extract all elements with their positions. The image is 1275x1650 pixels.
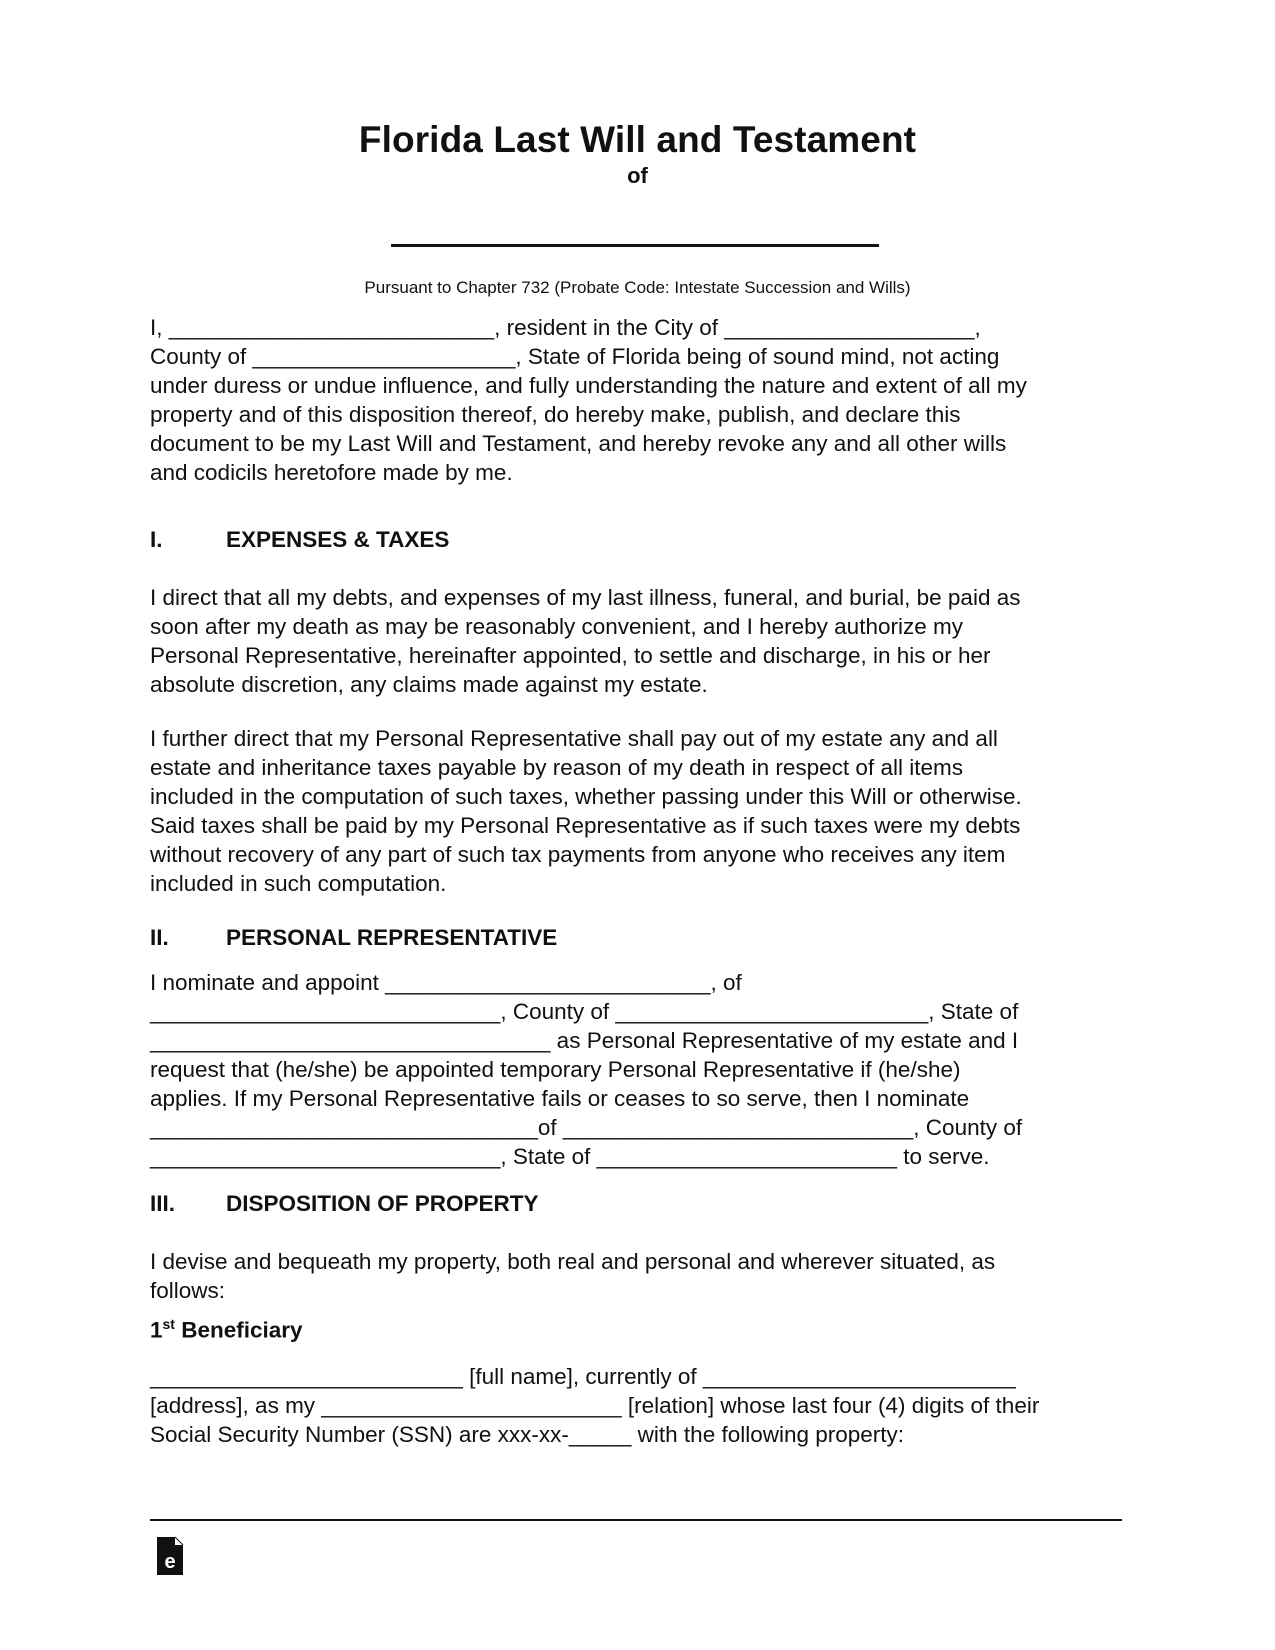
section-heading-disposition: [150, 1191, 539, 1217]
title-of: of: [627, 163, 648, 188]
text-line: request that (he/she) be appointed temporary Personal Representative if (he/she): [150, 1057, 961, 1082]
section-number: I.: [150, 527, 163, 552]
personal-representative-paragraph: [150, 968, 1150, 1171]
section-title: DISPOSITION OF PROPERTY: [226, 1191, 539, 1216]
beneficiary-label: Beneficiary: [174, 1317, 303, 1343]
section-number: III.: [150, 1191, 176, 1216]
intro-paragraph: [150, 313, 1150, 487]
text-line: ____________________________, County of _________________________, State of: [150, 999, 1019, 1024]
text-line: property and of this disposition thereof, do hereby make, publish, and declare this: [150, 402, 961, 427]
beneficiary-paragraph: [150, 1362, 1150, 1449]
text-line: ________________________________ as Personal Representative of my estate and I: [150, 1028, 1019, 1053]
text-line: _______________________________of ____________________________, County of: [150, 1115, 1023, 1140]
text-line: estate and inheritance taxes payable by reason of my death in respect of all items: [150, 755, 963, 780]
text-line: Personal Representative, hereinafter appointed, to settle and discharge, in his or her: [150, 643, 991, 668]
section-title: EXPENSES & TAXES: [226, 527, 450, 552]
document-title: Florida Last Will and Testament: [358, 119, 917, 160]
disposition-intro: [150, 1247, 1150, 1305]
section-heading-expenses: [150, 527, 449, 553]
section-number: II.: [150, 925, 169, 950]
text-line: absolute discretion, any claims made against my estate.: [150, 672, 708, 697]
text-line: under duress or undue influence, and fully understanding the nature and extent of all my: [150, 373, 1027, 398]
text-line: I, __________________________, resident in the City of ____________________,: [150, 315, 981, 340]
text-line: applies. If my Personal Representative fails or ceases to so serve, then I nominate: [150, 1086, 970, 1111]
text-line: Said taxes shall be paid by my Personal Representative as if such taxes were my debts: [150, 813, 1021, 838]
section-title: PERSONAL REPRESENTATIVE: [226, 925, 558, 950]
text-line: Social Security Number (SSN) are xxx-xx-_____ with the following property:: [150, 1422, 905, 1447]
pursuant-note: Pursuant to Chapter 732 (Probate Code: Intestate Succession and Wills): [364, 278, 911, 297]
text-line: ____________________________, State of ________________________ to serve.: [150, 1144, 990, 1169]
text-line: I devise and bequeath my property, both real and personal and wherever situated, as: [150, 1249, 996, 1274]
text-line: soon after my death as may be reasonably convenient, and I hereby authorize my: [150, 614, 963, 639]
footer-divider: [150, 1519, 1122, 1521]
text-line: included in the computation of such taxes, whether passing under this Will or otherwise.: [150, 784, 1022, 809]
text-line: follows:: [150, 1278, 226, 1303]
text-line: [address], as my ________________________ [relation] whose last four (4) digits of their: [150, 1393, 1040, 1418]
text-line: _________________________ [full name], currently of _________________________: [150, 1364, 1016, 1389]
expenses-paragraph-1: [150, 583, 1150, 699]
text-line: I further direct that my Personal Representative shall pay out of my estate any and all: [150, 726, 998, 751]
text-line: I nominate and appoint __________________________, of: [150, 970, 742, 995]
text-line: document to be my Last Will and Testament, and hereby revoke any and all other wills: [150, 431, 1007, 456]
beneficiary-ordinal: st: [162, 1316, 175, 1332]
section-heading-personal-representative: [150, 925, 557, 951]
eforms-logo-icon: [155, 1535, 185, 1577]
beneficiary-number: 1: [150, 1317, 163, 1343]
expenses-paragraph-2: [150, 724, 1150, 898]
beneficiary-heading: [150, 1316, 303, 1344]
text-line: I direct that all my debts, and expenses of my last illness, funeral, and burial, be paid as: [150, 585, 1021, 610]
testator-name-blank: [391, 244, 879, 247]
text-line: County of _____________________, State of Florida being of sound mind, not acting: [150, 344, 1000, 369]
text-line: included in such computation.: [150, 871, 447, 896]
text-line: without recovery of any part of such tax payments from anyone who receives any item: [150, 842, 1006, 867]
svg-text:e: e: [164, 1551, 176, 1573]
text-line: and codicils heretofore made by me.: [150, 460, 513, 485]
